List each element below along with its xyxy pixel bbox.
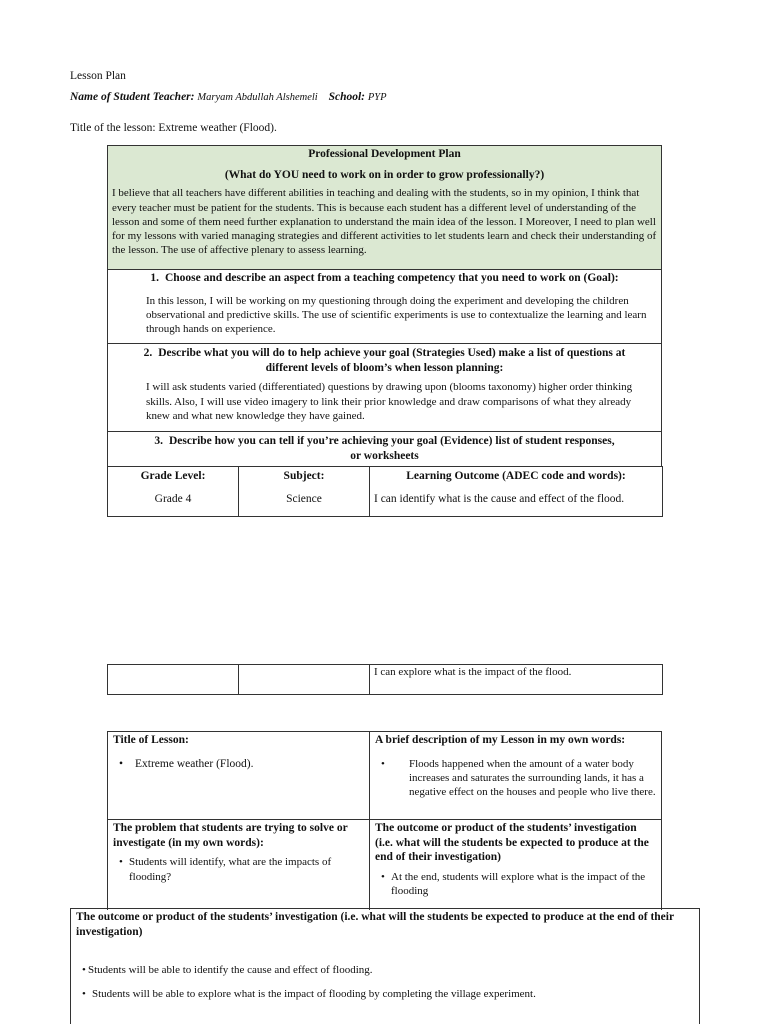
lesson-desc-item: • Floods happened when the amount of a water body increases and saturates the surrounding lands, it has a negative effect on the houses and people who live there. xyxy=(375,757,656,800)
problem-item: • Students will identify, what are the impacts of flooding? xyxy=(113,855,364,883)
outcome-box xyxy=(70,908,700,1024)
outcome-header-cell: Learning Outcome (ADEC code and words): I can identify what is the cause and effect of the flood. xyxy=(370,466,663,516)
evidence-question: 3. Describe how you can tell if you’re achieving your goal (Evidence) list of student responses, or worksheets xyxy=(154,435,615,462)
subject-header-cell: Subject: Science xyxy=(239,466,370,516)
strategies-cell xyxy=(108,344,662,432)
outcome-box-label: The outcome or product of the students’ investigation (i.e. what will the students be expected to produce at the end of their investigation) xyxy=(76,911,674,938)
school-value: PYP xyxy=(367,92,387,103)
goal-cell xyxy=(108,270,662,344)
lesson-desc-cell xyxy=(370,732,662,820)
outcome-value-1: I can identify what is the cause and effect of the flood. xyxy=(374,492,625,505)
goal-answer: In this lesson, I will be working on my questioning through doing the experiment and developing the children observational and predictive skills. The use of scientific experiments is use to contextualize the learning and learn through hands on experience. xyxy=(146,294,647,335)
pdp-title: Professional Development Plan xyxy=(308,148,461,160)
teacher-line xyxy=(70,90,387,105)
grade-header-cell: Grade Level: Grade 4 xyxy=(108,466,239,516)
subject-cell-empty xyxy=(239,665,370,695)
teacher-name: Maryam Abdullah Alshemeli xyxy=(197,92,318,103)
pdp-subtitle: (What do YOU need to work on in order to grow professionally?) xyxy=(224,168,545,181)
problem-label: The problem that students are trying to solve or investigate (in my own words): xyxy=(113,822,348,849)
outcome-box-item: • Students will be able to identify the cause and effect of flooding. xyxy=(76,963,694,977)
evidence-cell xyxy=(108,432,662,467)
pdp-header-cell xyxy=(108,146,662,270)
outcome-box-item: • Students will be able to explore what is the impact of flooding by completing the village experiment. xyxy=(76,987,694,1001)
problem-cell xyxy=(108,820,370,910)
product-item: • At the end, students will explore what is the impact of the flooding xyxy=(375,870,656,898)
lesson-title-line: Title of the lesson: Extreme weather (Flood). xyxy=(70,122,277,134)
teacher-label: Name of Student Teacher: xyxy=(70,91,195,103)
goal-question: 1. Choose and describe an aspect from a teaching competency that you need to work on (Goal): xyxy=(150,272,619,284)
product-label: The outcome or product of the students’ investigation (i.e. what will the students be expected to produce at the end of their investigation) xyxy=(375,822,649,864)
pdp-intro: I believe that all teachers have different abilities in teaching and dealing with the students, so in my opinion, I think that every teacher must be patient for the students. This is because each student has a different level of understanding of the lesson and some of them need further explanation to understand the main idea of the lesson. I Moreover, I need to plan well for my lessons with varied managing strategies and different activities to let students learn and check their understanding of the lesson. The use of affective plenary to assess learning. xyxy=(112,187,657,256)
strategies-question: 2. Describe what you will do to help achieve your goal (Strategies Used) make a list of questions at different levels of bloom’s when lesson planning: xyxy=(143,347,626,374)
lesson-title-item: • Extreme weather (Flood). xyxy=(113,757,364,772)
subject-value: Science xyxy=(286,492,322,505)
outcome-value-2: I can explore what is the impact of the flood. xyxy=(370,665,663,695)
product-cell xyxy=(370,820,662,910)
pdp-table xyxy=(107,145,662,467)
lesson-desc-label: A brief description of my Lesson in my own words: xyxy=(375,734,626,746)
grade-value: Grade 4 xyxy=(154,492,192,505)
lesson-title-label: Title of Lesson: xyxy=(113,734,189,746)
lesson-title-cell xyxy=(108,732,370,820)
lesson-table xyxy=(107,731,662,910)
grade-table-continued xyxy=(107,664,663,695)
school-label: School: xyxy=(328,91,366,103)
doc-label: Lesson Plan xyxy=(70,70,126,82)
grade-table xyxy=(107,466,663,517)
grade-cell-empty xyxy=(108,665,239,695)
strategies-answer: I will ask students varied (differentiated) questions by drawing upon (blooms taxonomy) higher order thinking skills. Also, I will use video imagery to link their prior knowledge and draw comparisons of what they already knew and what new knowledge they have gained. xyxy=(146,381,633,422)
